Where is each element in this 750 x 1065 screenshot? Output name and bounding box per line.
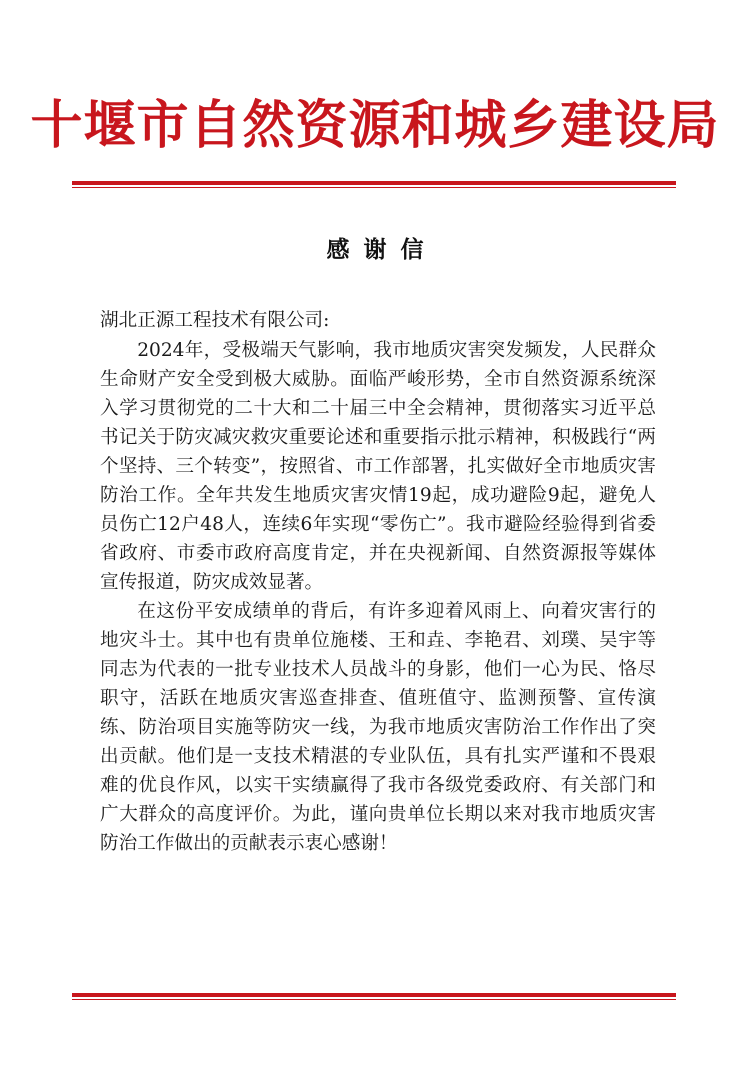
- salutation: 湖北正源工程技术有限公司:: [100, 310, 330, 331]
- document-title-char: 信: [400, 236, 424, 263]
- document-title-char: 谢: [363, 236, 387, 263]
- body-paragraph: 在这份平安成绩单的背后，有许多迎着风雨上、向着灾害行的地灾斗士。其中也有贵单位施楼、王和垚、李艳君、刘璞、吴宇等同志为代表的一批专业技术人员战斗的身影，他们一心为民、恪尽职守，活跃在地质灾害巡查排查、值班值守、监测预警、宣传演练、防治项目实施等防灾一线，为我市地质灾害防治工作作出了突出贡献。他们是一支技术精湛的专业队伍，具有扎实严谨和不畏艰难的优良作风，以实干实绩赢得了我市各级党委政府、有关部门和广大群众的高度评价。为此，谨向贵单位长期以来对我市地质灾害防治工作做出的贡献表示衷心感谢！: [100, 601, 656, 854]
- letterhead-title: 十堰市自然资源和城乡建设局: [30, 95, 720, 156]
- footer-divider: [72, 993, 676, 1000]
- document-title: [0, 235, 750, 265]
- document-title-char: 感: [326, 236, 350, 263]
- letter-body: [100, 336, 656, 858]
- letterhead-divider: [72, 181, 676, 188]
- body-paragraph: 2024年，受极端天气影响，我市地质灾害突发频发，人民群众生命财产安全受到极大威胁。面临严峻形势，全市自然资源系统深入学习贯彻党的二十大和二十届三中全会精神，贯彻落实习近平总书记关于防灾减灾救灾重要论述和重要指示批示精神，积极践行“两个坚持、三个转变”，按照省、市工作部署，扎实做好全市地质灾害防治工作。全年共发生地质灾害灾情19起，成功避险9起，避免人员伤亡12户48人，连续6年实现“零伤亡”。我市避险经验得到省委省政府、市委市政府高度肯定，并在央视新闻、自然资源报等媒体宣传报道，防灾成效显著。: [100, 340, 656, 593]
